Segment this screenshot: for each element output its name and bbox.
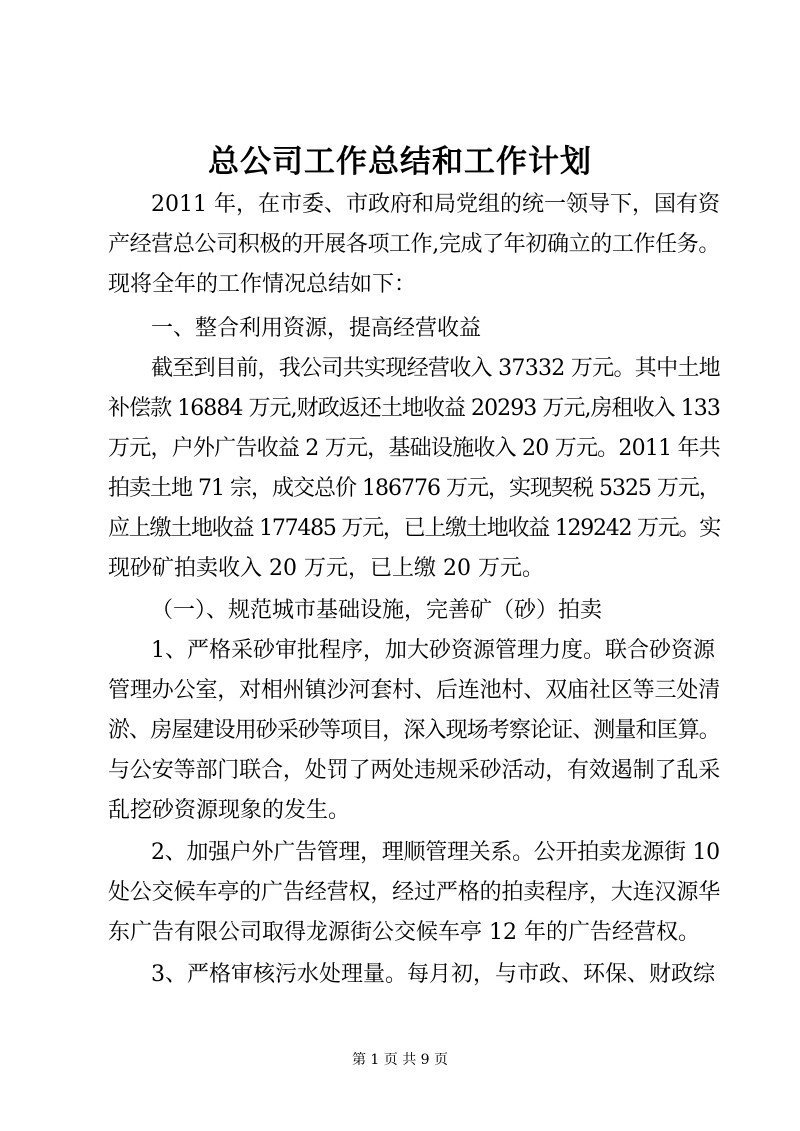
body-line: 现砂矿拍卖收入 20 万元，已上缴 20 万元。 bbox=[108, 556, 544, 581]
body-line: 淤、房屋建设用砂采砂等项目，深入现场考察论证、测量和匡算。 bbox=[108, 718, 720, 743]
body-line: 1、严格采砂审批程序，加大砂资源管理力度。联合砂资源 bbox=[151, 638, 715, 663]
subsection-heading: （一）、规范城市基础设施，完善矿（砂）拍卖 bbox=[151, 598, 603, 623]
body-line: 与公安等部门联合，处罚了两处违规采砂活动，有效遏制了乱采 bbox=[108, 758, 721, 783]
body-line: 现将全年的工作情况总结如下： bbox=[108, 272, 417, 297]
body-line: 东广告有限公司取得龙源街公交候车亭 12 年的广告经营权。 bbox=[108, 920, 700, 945]
body-line: 2011 年，在市委、市政府和局党组的统一领导下，国有资 bbox=[151, 192, 720, 217]
body-line: 补偿款 16884 万元,财政返还土地收益 20293 万元,房租收入 133 bbox=[108, 396, 720, 421]
body-line: 万元，户外广告收益 2 万元，基础设施收入 20 万元。2011 年共 bbox=[108, 436, 720, 461]
body-line: 2、加强户外广告管理，理顺管理关系。公开拍卖龙源街 10 bbox=[151, 840, 720, 865]
section-heading: 一、整合利用资源，提高经营收益 bbox=[151, 316, 482, 341]
body-line: 拍卖土地 71 宗，成交总价 186776 万元，实现契税 5325 万元， bbox=[108, 476, 720, 501]
page-footer: 第 1 页 共 9 页 bbox=[351, 1052, 449, 1068]
body-line: 处公交候车亭的广告经营权，经过严格的拍卖程序，大连汉源华 bbox=[108, 880, 721, 905]
body-line: 应上缴土地收益 177485 万元，已上缴土地收益 129242 万元。实 bbox=[108, 516, 721, 541]
body-line: 乱挖砂资源现象的发生。 bbox=[108, 798, 351, 823]
body-line: 3、严格审核污水处理量。每月初，与市政、环保、财政综 bbox=[151, 962, 715, 987]
body-line: 管理办公室，对相州镇沙河套村、后连池村、双庙社区等三处清 bbox=[108, 678, 721, 703]
document-title: 总公司工作总结和工作计划 bbox=[208, 144, 592, 180]
body-line: 截至到目前，我公司共实现经营收入 37332 万元。其中土地 bbox=[151, 356, 720, 381]
body-line: 产经营总公司积极的开展各项工作,完成了年初确立的工作任务。 bbox=[108, 232, 720, 257]
